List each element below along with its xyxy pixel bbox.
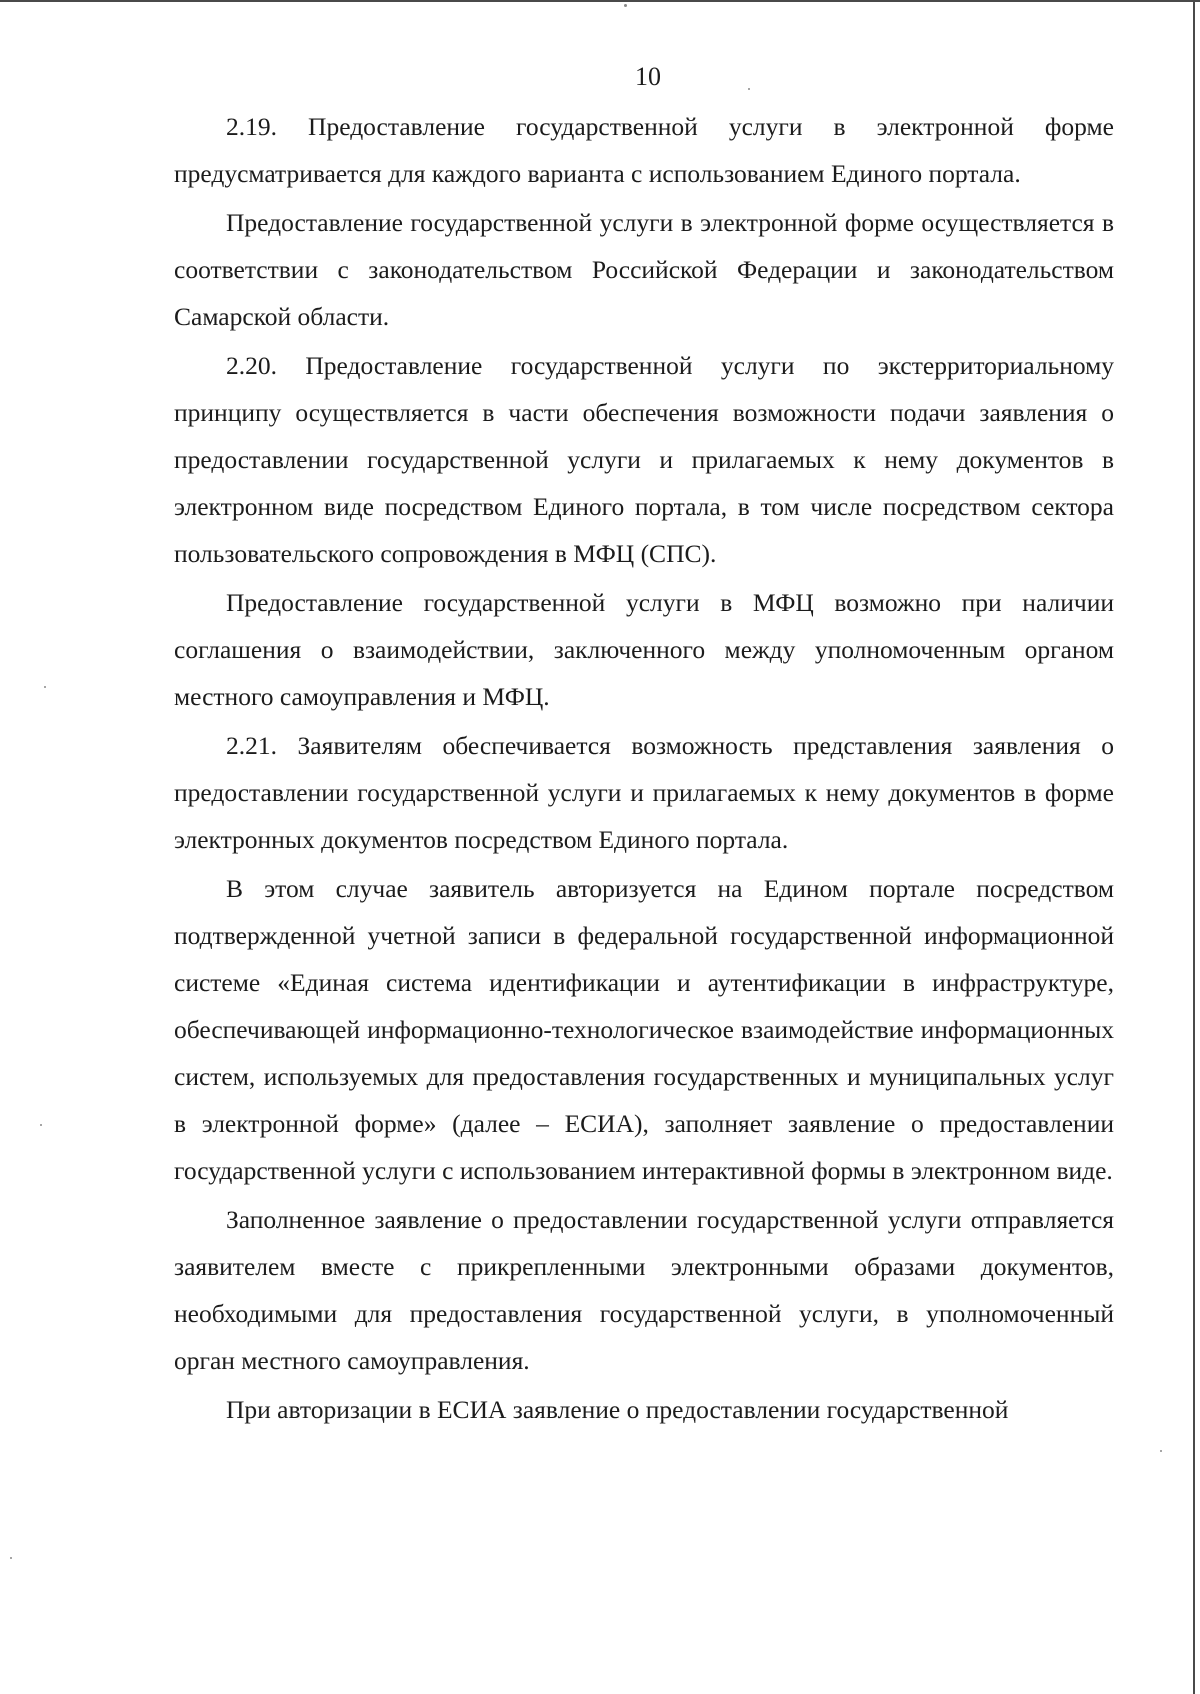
paragraph: В этом случае заявитель авторизуется на Едином портале посредством подтвержденной учетной записи в федеральной государственной информационной системе «Единая система идентификации и аутентификации в инфраструктуре, обеспечивающей информационно-технологическое взаимодействие информационных систем, используемых для предоставления государственных и муниципальных услуг в электронной форме» (далее – ЕСИА), заполняет заявление о предоставлении государственной услуги с использованием интерактивной формы в электронном виде. <box>174 874 1114 1185</box>
scan-speck <box>40 1124 42 1126</box>
scan-speck <box>10 1557 12 1559</box>
document-body <box>174 103 1114 1435</box>
scan-speck <box>624 4 627 7</box>
paragraph: При авторизации в ЕСИА заявление о предоставлении государственной <box>226 1395 1009 1424</box>
paragraph: 2.20. Предоставление государственной услуги по экстерриториальному принципу осуществляется в части обеспечения возможности подачи заявления о предоставлении государственной услуги и прилагаемых к нему документов в электронном виде посредством Единого портала, в том числе посредством сектора пользовательского сопровождения в МФЦ (СПС). <box>174 351 1114 568</box>
page-number: 10 <box>635 62 661 91</box>
paragraph: Предоставление государственной услуги в электронной форме осуществляется в соответствии с законодательством Российской Федерации и законодательством Самарской области. <box>174 208 1114 331</box>
paragraph: Заполненное заявление о предоставлении государственной услуги отправляется заявителем вместе с прикрепленными электронными образами документов, необходимыми для предоставления государственной услуги, в уполномоченный орган местного самоуправления. <box>174 1205 1114 1375</box>
scan-top-edge <box>0 0 1200 2</box>
paragraph: Предоставление государственной услуги в МФЦ возможно при наличии соглашения о взаимодействии, заключенного между уполномоченным органом местного самоуправления и МФЦ. <box>174 588 1114 711</box>
scan-right-edge <box>1193 0 1195 1694</box>
paragraph: 2.19. Предоставление государственной услуги в электронной форме предусматривается для каждого варианта с использованием Единого портала. <box>174 112 1114 188</box>
scan-speck <box>44 686 46 688</box>
scan-speck <box>1160 1450 1162 1452</box>
paragraph: 2.21. Заявителям обеспечивается возможность представления заявления о предоставлении государственной услуги и прилагаемых к нему документов в форме электронных документов посредством Единого портала. <box>174 731 1114 854</box>
